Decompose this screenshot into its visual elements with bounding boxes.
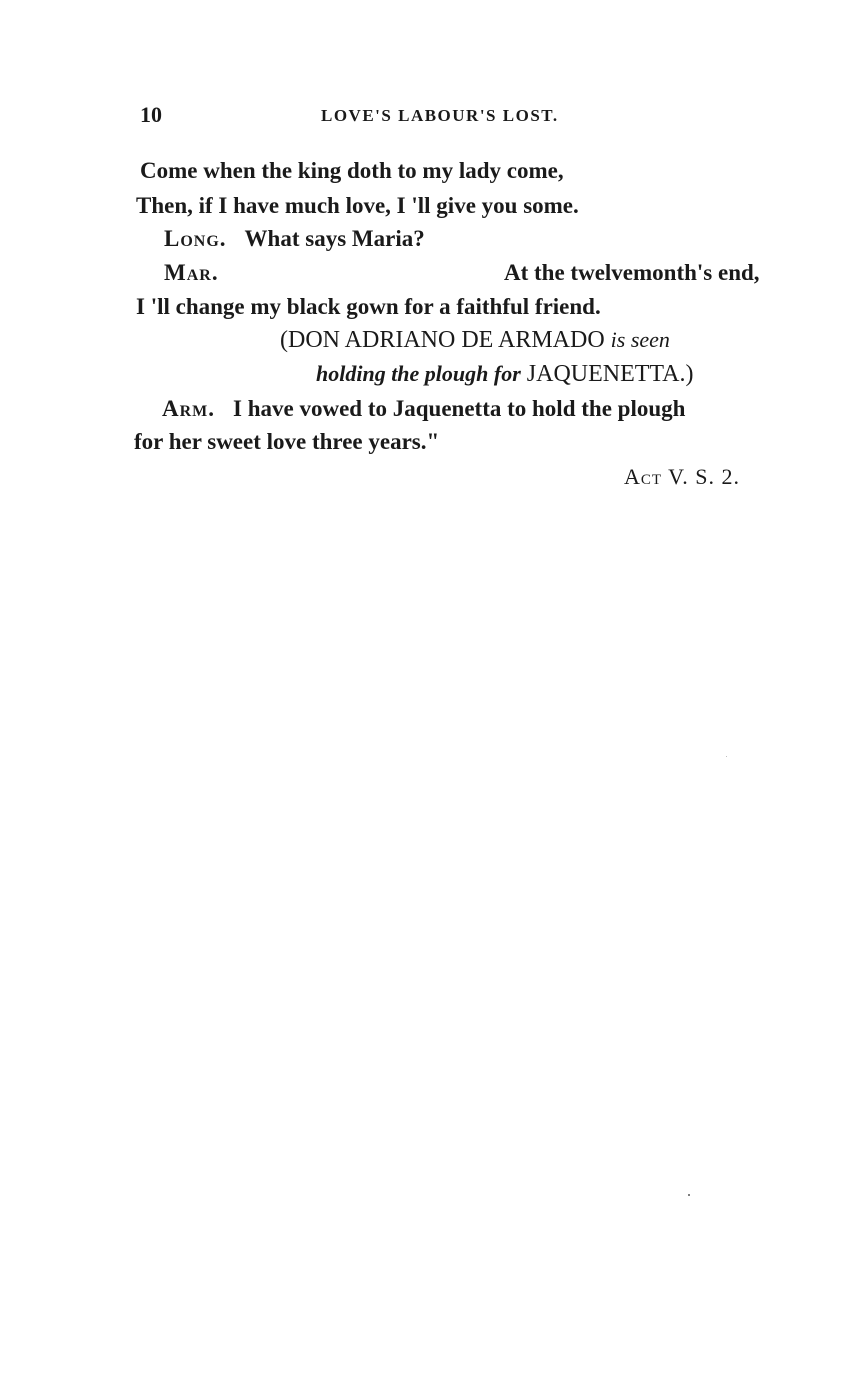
stage-direction-line-1 (280, 325, 670, 355)
stage-direction-character-2: JAQUENETTA.) (526, 361, 694, 387)
speaker-name-mar: Mar. (164, 260, 219, 285)
speech-armado (162, 394, 685, 424)
speech-text-mar: At the twelvemonth's end, (504, 260, 760, 285)
stage-direction-line-2 (316, 359, 694, 389)
page-header (136, 102, 616, 132)
verse-line-2: Then, if I have much love, I 'll give you some. (136, 193, 579, 218)
speech-text-long: What says Maria? (244, 226, 425, 251)
speech-text-arm: I have vowed to Jaquenetta to hold the plough (233, 396, 686, 421)
paper-speck (688, 1194, 690, 1196)
speech-longaville (164, 224, 425, 254)
page-number: 10 (140, 102, 162, 127)
paper-speck (726, 756, 727, 757)
stage-direction-italic-2: holding the plough for (316, 361, 521, 386)
speaker-name-arm: Arm. (162, 396, 216, 421)
verse-line-9: for her sweet love three years." (134, 429, 440, 454)
citation: Act V. S. 2. (624, 464, 740, 489)
running-title: LOVE'S LABOUR'S LOST. (321, 106, 559, 125)
verse-line-5: I 'll change my black gown for a faithful friend. (136, 294, 601, 319)
verse-line-1: Come when the king doth to my lady come, (140, 158, 564, 183)
stage-direction-italic: is seen (610, 327, 670, 352)
speaker-name-long: Long. (164, 226, 227, 251)
stage-direction-character: (DON ADRIANO DE ARMADO (280, 327, 605, 353)
